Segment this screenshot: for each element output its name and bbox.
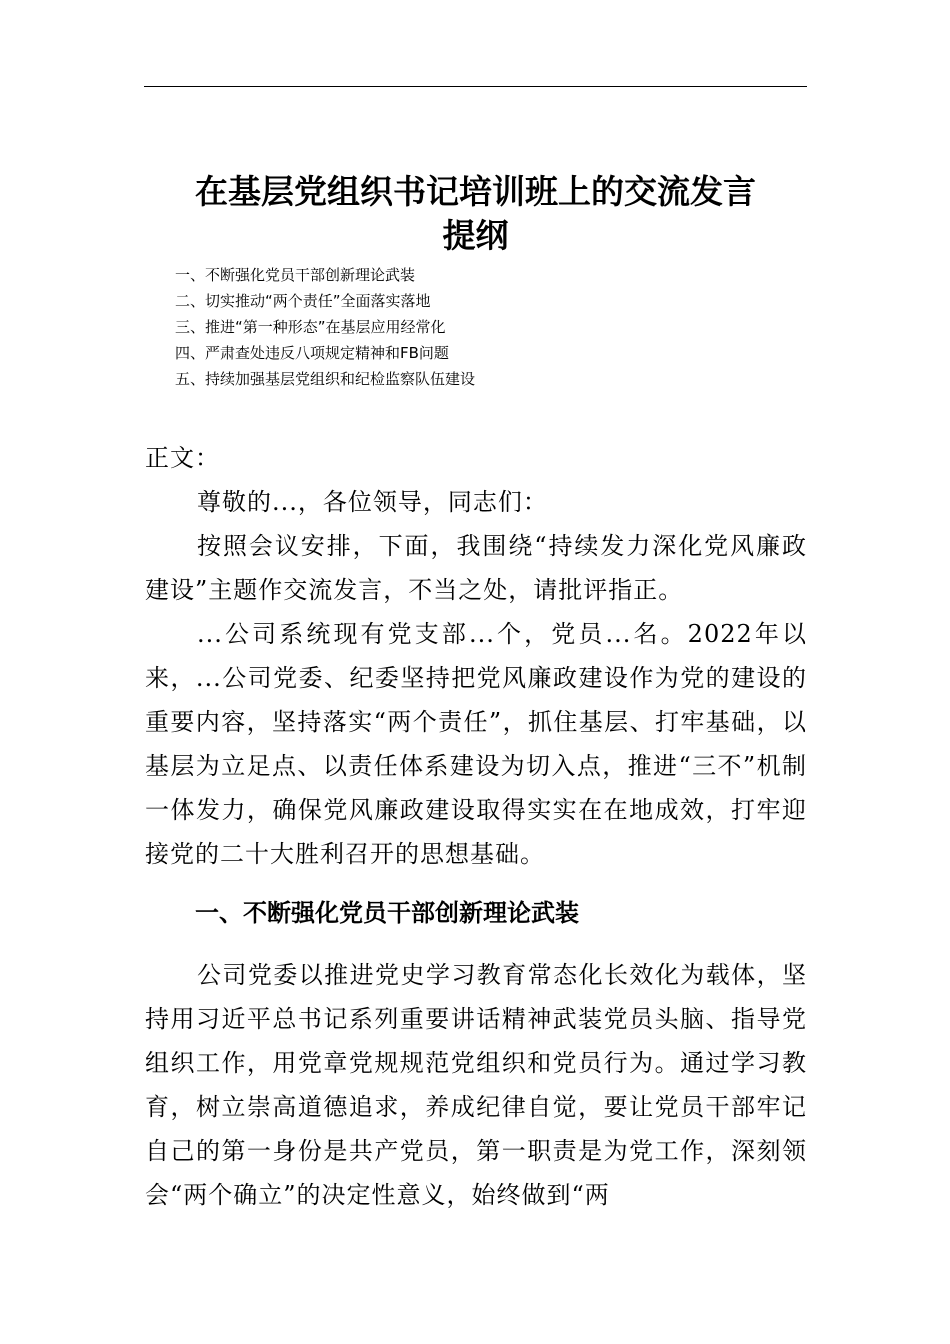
document-title: 在基层党组织书记培训班上的交流发言: [195, 172, 756, 211]
outline-item: 二、切实推动“两个责任”全面落实落地: [175, 292, 431, 310]
header-rule: [144, 86, 807, 87]
section-heading: 一、不断强化党员干部创新理论武装: [195, 899, 579, 927]
outline-item: 三、推进“第一种形态”在基层应用经常化: [175, 318, 446, 336]
body-label: 正文：: [145, 444, 220, 472]
intro-paragraph: 按照会议安排，下面，我围绕“持续发力深化党风廉政建设”主题作交流发言，不当之处，请批评指正。: [145, 532, 807, 604]
section-paragraph: 公司党委以推进党史学习教育常态化长效化为载体，坚持用习近平总书记系列重要讲话精神武装党员头脑、指导党组织工作，用党章党规规范党组织和党员行为。通过学习教育，树立崇高道德追求，养成纪律自觉，要让党员干部牢记自己的第一身份是共产党员，第一职责是为党工作，深刻领会“两个确立”的决定性意义，始终做到“两: [145, 961, 807, 1209]
document-title-continuation: 提纲: [442, 216, 509, 255]
outline-item: 五、持续加强基层党组织和纪检监察队伍建设: [175, 370, 476, 388]
outline-item: 四、严肃查处违反八项规定精神和FB问题: [175, 344, 449, 362]
outline-item: 一、不断强化党员干部创新理论武装: [175, 266, 416, 284]
greeting-paragraph: 尊敬的...，各位领导，同志们：: [197, 488, 548, 516]
outline-list: [175, 262, 475, 392]
summary-paragraph: ...公司系统现有党支部...个，党员...名。2022年以来，...公司党委、纪委坚持把党风廉政建设作为党的建设的重要内容，坚持落实“两个责任”，抓住基层、打牢基础，以基层为立足点、以责任体系建设为切入点，推进“三不”机制一体发力，确保党风廉政建设取得实实在在地成效，打牢迎接党的二十大胜利召开的思想基础。: [145, 620, 807, 868]
